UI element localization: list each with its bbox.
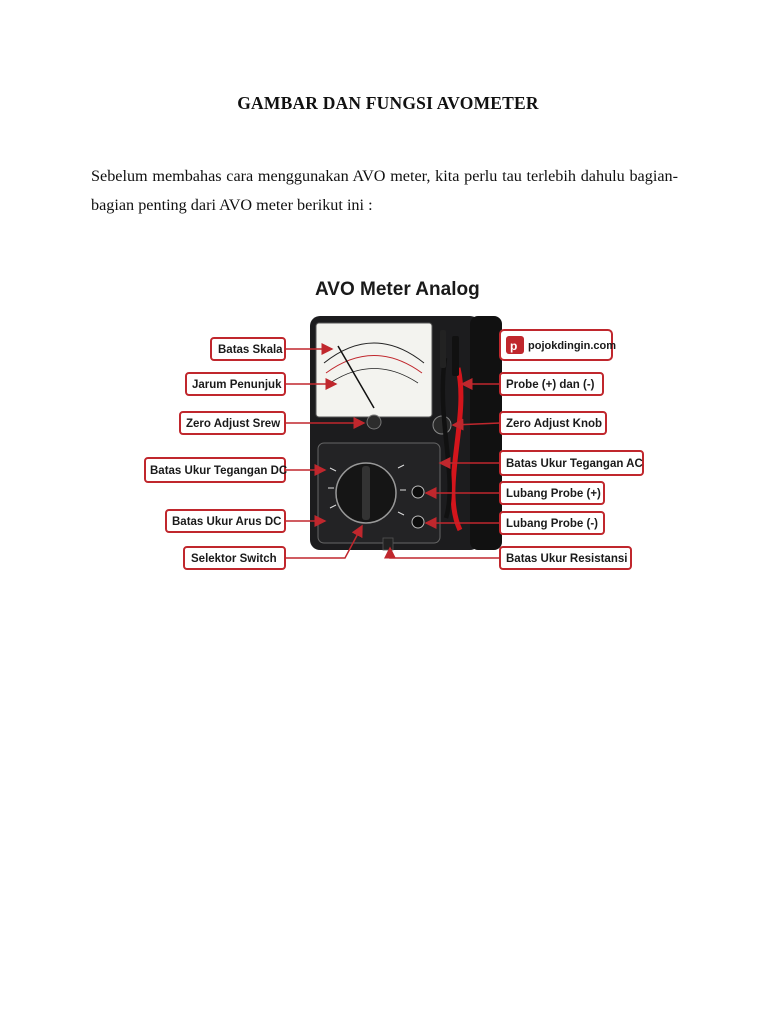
pojokdingin-logo [500,330,616,360]
probe-jack-negative [412,516,424,528]
svg-text:p: p [510,339,518,353]
svg-text:pojokdingin.com: pojokdingin.com [528,340,616,352]
svg-text:Zero Adjust Knob: Zero Adjust Knob [506,418,603,430]
svg-text:Batas Ukur Tegangan AC: Batas Ukur Tegangan AC [506,458,643,470]
svg-text:Batas Ukur Resistansi: Batas Ukur Resistansi [506,553,628,565]
svg-text:Lubang Probe (+): Lubang Probe (+) [506,488,601,500]
svg-text:Zero Adjust Srew: Zero Adjust Srew [186,418,281,430]
svg-text:Batas Ukur Arus DC: Batas Ukur Arus DC [172,516,282,528]
svg-text:Lubang Probe (-): Lubang Probe (-) [506,518,598,530]
svg-text:Selektor Switch: Selektor Switch [191,553,277,565]
intro-paragraph: Sebelum membahas cara menggunakan AVO meter, kita perlu tau terlebih dahulu bagian-bagian penting dari AVO meter berikut ini : [91,167,678,214]
svg-text:Jarum Penunjuk: Jarum Penunjuk [192,379,282,391]
avometer-illustration [140,268,650,580]
svg-text:Probe (+) dan (-): Probe (+) dan (-) [506,379,595,391]
figure-heading: AVO Meter Analog [315,279,480,300]
avometer-figure [140,268,650,580]
svg-text:Batas Ukur Tegangan DC: Batas Ukur Tegangan DC [150,465,288,477]
probe-jack-positive [412,486,424,498]
page-title: GAMBAR DAN FUNGSI AVOMETER [237,93,539,113]
meter-body [310,316,502,550]
zero-adjust-screw [367,415,381,429]
svg-text:Batas Skala: Batas Skala [218,344,283,356]
